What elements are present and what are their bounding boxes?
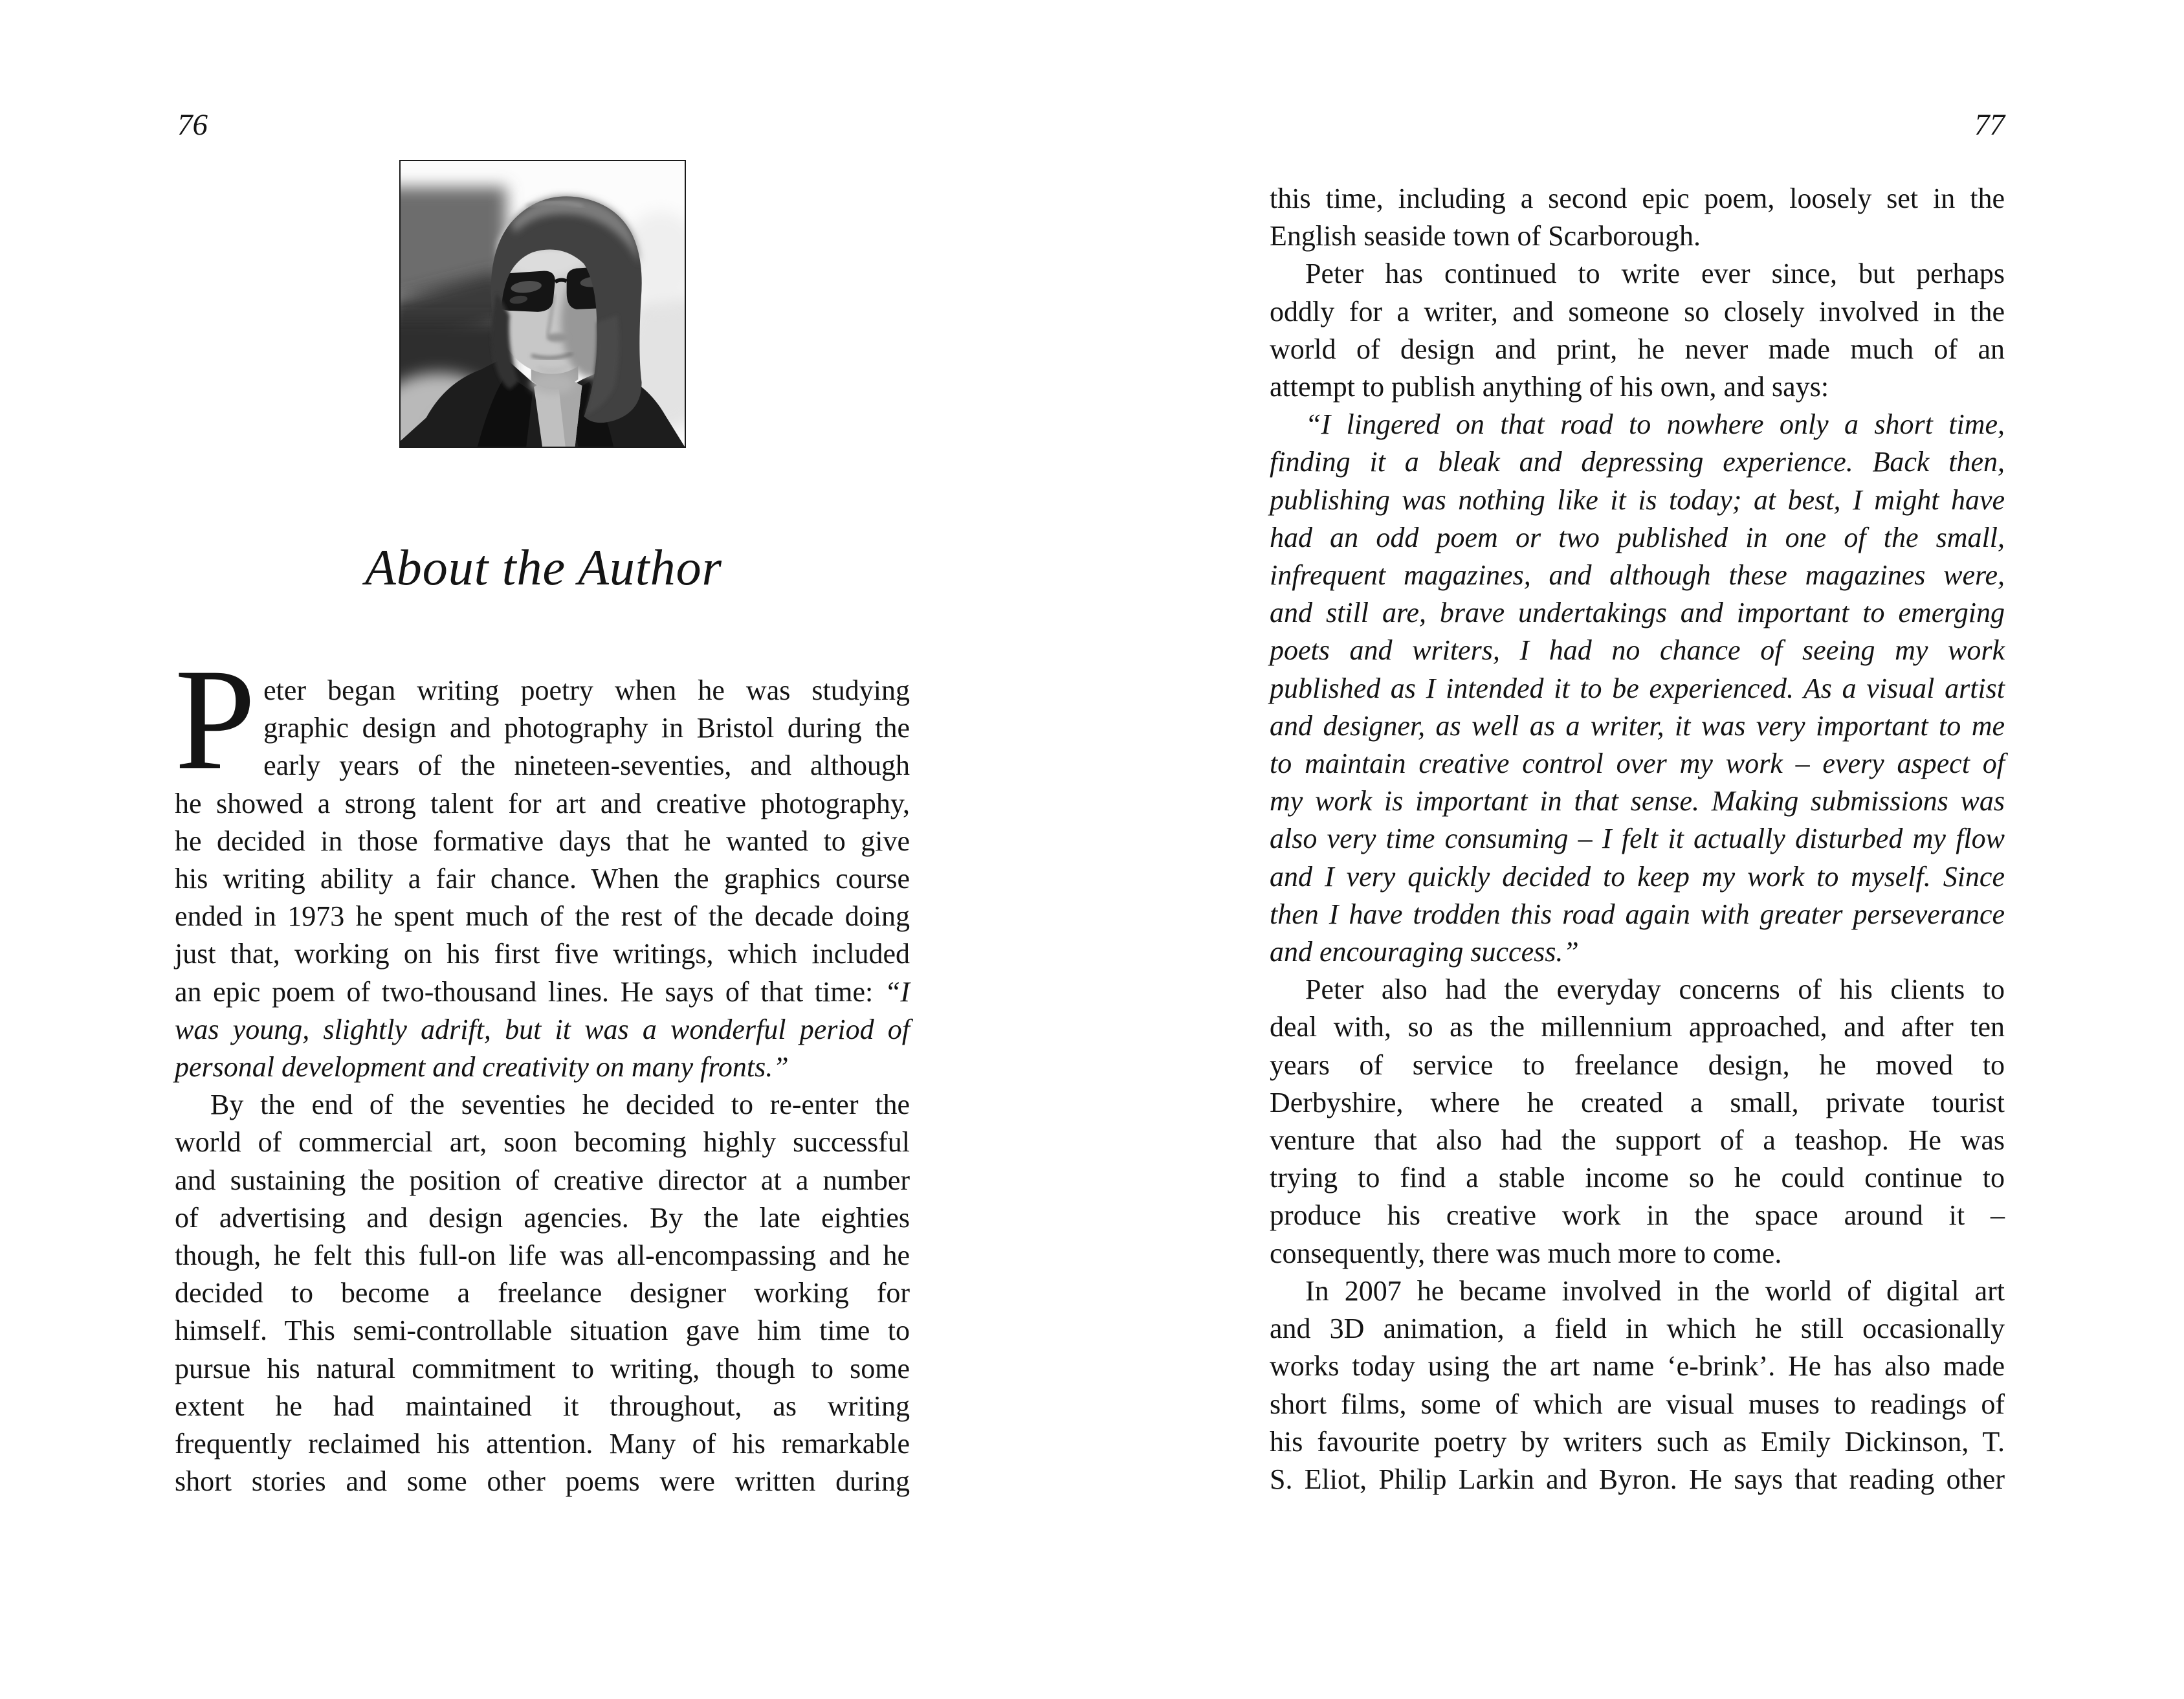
text-line [175, 1124, 910, 1161]
text-line [175, 1425, 910, 1463]
text-segment: an epic poem of two-thousand lines. He says of that time: [175, 975, 885, 1008]
text-line [1270, 896, 2005, 933]
text-segment: venture that also had the support of a teashop. He was [1270, 1124, 2005, 1157]
text-line [1270, 745, 2005, 783]
quote-text-segment: personal development and creativity on many fronts.” [175, 1051, 789, 1083]
text-segment: English seaside town of Scarborough. [1270, 220, 1701, 252]
text-segment: trying to find a stable income so he could continue to [1270, 1162, 2005, 1194]
left-page-text [175, 638, 910, 1500]
text-line [175, 709, 910, 747]
text-segment: S. Eliot, Philip Larkin and Byron. He says that reading other [1270, 1463, 2005, 1495]
text-segment: attempt to publish anything of his own, and says: [1270, 371, 1829, 403]
text-segment: his favourite poetry by writers such as Emily Dickinson, T. [1270, 1425, 2005, 1458]
quote-text-segment: “I [884, 975, 910, 1008]
text-segment: consequently, there was much more to come. [1270, 1237, 1782, 1269]
text-line [175, 1049, 910, 1086]
text-segment: Derbyshire, where he created a small, private tourist [1270, 1086, 2005, 1118]
text-line [1270, 632, 2005, 669]
text-segment: In 2007 he became involved in the world of digital art [1305, 1274, 2005, 1307]
page-number-left: 76 [177, 108, 208, 142]
text-segment: graphic design and photography in Bristol during the [263, 712, 910, 744]
text-line [175, 1011, 910, 1049]
text-segment: his writing ability a fair chance. When the graphics course [175, 863, 910, 895]
quote-text-segment: was young, slightly adrift, but it was a wonderful period of [175, 1013, 910, 1045]
quote-text-segment: finding it a bleak and depressing experience. Back then, [1270, 446, 2005, 478]
text-line [1270, 406, 2005, 443]
text-line [1270, 368, 2005, 406]
text-segment: pursue his natural commitment to writing, though to some [175, 1352, 910, 1384]
text-segment: extent he had maintained it throughout, as writing [175, 1390, 910, 1422]
text-segment: ended in 1973 he spent much of the rest of the decade doing [175, 900, 910, 933]
text-segment: this time, including a second epic poem, loosely set in the [1270, 183, 2005, 214]
text-line [1270, 293, 2005, 331]
text-line [1270, 594, 2005, 632]
quote-text-segment: published as I intended it to be experienced. As a visual artist [1270, 672, 2005, 704]
text-segment: eter began writing poetry when he was studying [263, 674, 910, 706]
text-line [1270, 670, 2005, 707]
text-segment: oddly for a writer, and someone so closely involved in the [1270, 295, 2005, 328]
quote-text-segment: then I have trodden this road again with greater perseverance [1270, 898, 2005, 930]
text-segment: world of design and print, he never made much of an [1270, 333, 2005, 365]
drop-cap: P [175, 638, 256, 800]
text-line [1270, 1310, 2005, 1348]
text-segment: deal with, so as the millennium approached, and after ten [1270, 1011, 2005, 1043]
text-line [175, 860, 910, 898]
text-line [1270, 1047, 2005, 1084]
text-line [175, 823, 910, 860]
text-line [1270, 331, 2005, 368]
text-segment: short stories and some other poems were written during [175, 1465, 910, 1498]
text-line [1270, 820, 2005, 858]
quote-text-segment: and designer, as well as a writer, it was very important to me [1270, 709, 2005, 742]
text-segment: he decided in those formative days that he wanted to give [175, 825, 910, 857]
quote-text-segment: and encouraging success.” [1270, 936, 1579, 968]
text-line [1270, 707, 2005, 745]
text-segment: world of commercial art, soon becoming highly successful [175, 1126, 910, 1159]
page-number-right: 77 [1974, 108, 2005, 142]
text-line [1270, 217, 2005, 255]
right-page-text [1270, 180, 2005, 1498]
text-line [1270, 557, 2005, 594]
text-segment: frequently reclaimed his attention. Many of his remarkable [175, 1428, 910, 1460]
quote-text-segment: and still are, brave undertakings and important to emerging [1270, 597, 2005, 629]
text-line [175, 1312, 910, 1349]
text-line [175, 1199, 910, 1237]
text-line [1270, 1423, 2005, 1461]
author-portrait-illustration [401, 161, 685, 447]
text-line [1270, 971, 2005, 1008]
text-line [175, 1463, 910, 1500]
text-line [1270, 255, 2005, 293]
text-segment: he showed a strong talent for art and creative photography, [175, 787, 910, 819]
text-line [1270, 1272, 2005, 1310]
text-line [1270, 180, 2005, 217]
text-line [175, 1162, 910, 1199]
text-segment: early years of the nineteen-seventies, and although [263, 750, 910, 782]
quote-text-segment: infrequent magazines, and although these magazines were, [1270, 559, 2005, 592]
text-line [1270, 933, 2005, 971]
text-line [1270, 783, 2005, 820]
text-segment: and 3D animation, a field in which he still occasionally [1270, 1313, 2005, 1345]
author-photo [399, 160, 686, 448]
text-segment: just that, working on his first five writings, which included [175, 938, 910, 970]
text-line [1270, 443, 2005, 481]
quote-text-segment: to maintain creative control over my work – every aspect of [1270, 748, 2005, 780]
quote-text-segment: and I very quickly decided to keep my work to myself. Since [1270, 860, 2005, 893]
text-line [175, 1274, 910, 1312]
text-line [175, 747, 910, 784]
text-segment: decided to become a freelance designer working for [175, 1277, 910, 1309]
text-line [1270, 482, 2005, 519]
text-line [1270, 1197, 2005, 1234]
text-segment: though, he felt this full-on life was all-encompassing and he [175, 1239, 910, 1272]
text-line [175, 672, 910, 709]
text-line [1270, 1122, 2005, 1159]
quote-text-segment: publishing was nothing like it is today; at best, I might have [1270, 483, 2005, 516]
text-segment: Peter has continued to write ever since, but perhaps [1305, 258, 2005, 290]
text-segment: Peter also had the everyday concerns of his clients to [1305, 973, 2005, 1006]
text-line [175, 1086, 910, 1124]
text-segment: of advertising and design agencies. By the late eighties [175, 1201, 910, 1234]
text-line [175, 1388, 910, 1425]
text-segment: short films, some of which are visual muses to readings of [1270, 1388, 2005, 1420]
text-line [175, 785, 910, 823]
text-segment: himself. This semi-controllable situation gave him time to [175, 1315, 910, 1347]
text-line [175, 973, 910, 1011]
quote-text-segment: also very time consuming – I felt it actually disturbed my flow [1270, 823, 2005, 855]
text-line [1270, 1159, 2005, 1197]
text-segment: years of service to freelance design, he moved to [1270, 1049, 2005, 1081]
text-segment: works today using the art name ‘e-brink’. He has also made [1270, 1350, 2005, 1383]
text-line [1270, 1235, 2005, 1272]
text-line [175, 935, 910, 973]
text-line [175, 1350, 910, 1388]
text-line [1270, 1008, 2005, 1046]
quote-text-segment: my work is important in that sense. Making submissions was [1270, 785, 2005, 817]
quote-text-segment: poets and writers, I had no chance of seeing my work [1270, 634, 2005, 667]
section-title: About the Author [365, 539, 722, 595]
quote-text-segment: had an odd poem or two published in one of the small, [1270, 521, 2005, 553]
text-line [1270, 519, 2005, 557]
quote-text-segment: “I lingered on that road to nowhere only a short time, [1305, 408, 2005, 441]
text-segment: By the end of the seventies he decided to re-enter the [210, 1089, 910, 1121]
text-line [1270, 858, 2005, 896]
text-line [175, 1237, 910, 1274]
text-line [1270, 1386, 2005, 1423]
text-line [175, 898, 910, 935]
text-segment: and sustaining the position of creative director at a number [175, 1164, 910, 1196]
text-segment: produce his creative work in the space around it – [1270, 1199, 2005, 1232]
text-line [1270, 1348, 2005, 1385]
text-line [1270, 1461, 2005, 1498]
text-line [1270, 1084, 2005, 1122]
